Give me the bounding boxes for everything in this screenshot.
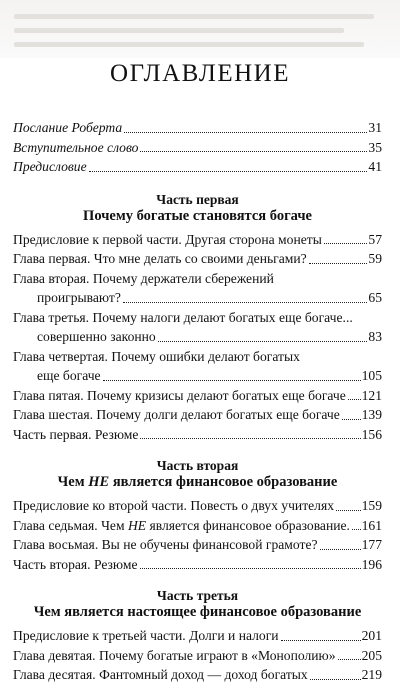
toc-entry[interactable] (13, 496, 382, 516)
dot-leader (89, 171, 368, 172)
toc-entry[interactable] (13, 308, 382, 347)
dot-leader (320, 549, 361, 550)
toc-entry-label: Предисловие ко второй части. Повесть о двух учителях (13, 498, 334, 513)
toc-entry-page: 159 (361, 498, 382, 513)
toc-entry[interactable] (13, 665, 382, 685)
dot-leader (140, 438, 360, 439)
dot-leader (324, 243, 368, 244)
toc-entry-page: 31 (368, 120, 382, 135)
toc-entry-page: 196 (361, 556, 382, 572)
toc-entry-page: 105 (361, 368, 382, 383)
toc-entry-page: 219 (361, 667, 382, 682)
toc-entry-label: Предисловие к первой части. Другая сторона монеты (13, 231, 322, 247)
part-label: Часть вторая (156, 458, 239, 473)
dot-leader (348, 399, 361, 400)
toc-entry-page: 59 (368, 251, 382, 266)
toc-entry-page: 65 (368, 290, 382, 305)
toc-entry[interactable] (13, 516, 382, 536)
toc-entry[interactable] (13, 555, 382, 575)
toc-entry-page: 83 (368, 329, 382, 344)
part-label: Часть третья (156, 588, 239, 603)
dot-leader (310, 679, 361, 680)
toc-entry-label-cont: совершенно законно (37, 329, 156, 344)
dot-leader (336, 510, 361, 511)
toc-entry-message-robert[interactable] (13, 118, 382, 138)
part-title: Чем НЕ является финансовое образование (57, 474, 338, 490)
toc-entry-page: 41 (368, 159, 382, 174)
toc-entry-page: 57 (368, 231, 382, 247)
toc-entry[interactable] (13, 535, 382, 555)
toc-entry-label-cont: проигрывают? (37, 290, 121, 305)
toc-entry-label: Предисловие к третьей части. Долги и налоги (13, 628, 279, 643)
dot-leader (342, 419, 361, 420)
toc-entry-preface[interactable] (13, 157, 382, 177)
part-heading (13, 457, 382, 491)
part-heading (13, 587, 382, 621)
toc-entry[interactable] (13, 386, 382, 406)
toc-entry-label: Глава девятая. Почему богатые играют в «Монополию» (13, 647, 336, 663)
dot-leader (123, 302, 368, 303)
toc-entry-label: Глава вторая. Почему держатели сбережений (13, 270, 274, 286)
toc-entry-label: Глава десятая. Фантомный доход — доход богатых (13, 667, 308, 682)
toc-entries (13, 118, 382, 685)
toc-entry-intro-word[interactable] (13, 138, 382, 158)
dot-leader (281, 640, 361, 641)
toc-entry-label: Вступительное слово (13, 139, 139, 155)
dot-leader (158, 341, 368, 342)
toc-entry-page: 156 (361, 426, 382, 442)
toc-entry[interactable] (13, 425, 382, 445)
toc-entry[interactable] (13, 646, 382, 666)
toc-entry-label: Глава восьмая. Вы не обучены финансовой грамоте? (13, 537, 318, 552)
toc-entry-page: 201 (361, 628, 382, 643)
toc-entry-page: 205 (361, 647, 382, 663)
toc-entry[interactable] (13, 626, 382, 646)
toc-entry-label: Послание Роберта (13, 120, 123, 135)
toc-entry[interactable] (13, 249, 382, 269)
toc-entry-label: Часть вторая. Резюме (13, 556, 138, 572)
part-title: Чем является настоящее финансовое образование (33, 604, 362, 620)
toc-entry-page: 139 (361, 407, 382, 422)
dot-leader (140, 568, 361, 569)
toc-entry-label-cont: еще богаче (37, 368, 101, 383)
toc-entry-page: 177 (361, 537, 382, 552)
toc-entry-label: Глава третья. Почему налоги делают богатых еще богаче... (13, 309, 353, 325)
part-title: Почему богатые становятся богаче (83, 207, 312, 224)
toc-entry-label: Предисловие (13, 159, 87, 174)
toc-entry-label: Часть первая. Резюме (13, 426, 139, 442)
toc-entry-page: 121 (361, 387, 382, 403)
part-label: Часть первая (156, 191, 239, 207)
dot-leader (352, 529, 361, 530)
toc-entry[interactable] (13, 230, 382, 250)
toc-entry-page: 161 (361, 517, 382, 533)
toc-entry-label: Глава пятая. Почему кризисы делают богатых еще богаче (13, 387, 346, 403)
dot-leader (338, 659, 361, 660)
toc-entry-page: 35 (368, 139, 382, 155)
dot-leader (124, 132, 367, 133)
toc-entry[interactable] (13, 347, 382, 386)
toc-entry-label: Глава первая. Что мне делать со своими деньгами? (13, 251, 307, 266)
dot-leader (140, 151, 367, 152)
toc-entry-label: Глава седьмая. Чем НЕ является финансовое образование. (13, 517, 350, 533)
part-heading (13, 191, 382, 225)
page-title: ОГЛАВЛЕНИЕ (110, 60, 290, 87)
toc-entry[interactable] (13, 405, 382, 425)
dot-leader (103, 380, 361, 381)
toc-entry[interactable] (13, 269, 382, 308)
dot-leader (309, 263, 368, 264)
toc-entry-label: Глава шестая. Почему долги делают богатых еще богаче (13, 407, 340, 422)
toc-entry-label: Глава четвертая. Почему ошибки делают богатых (13, 348, 300, 364)
